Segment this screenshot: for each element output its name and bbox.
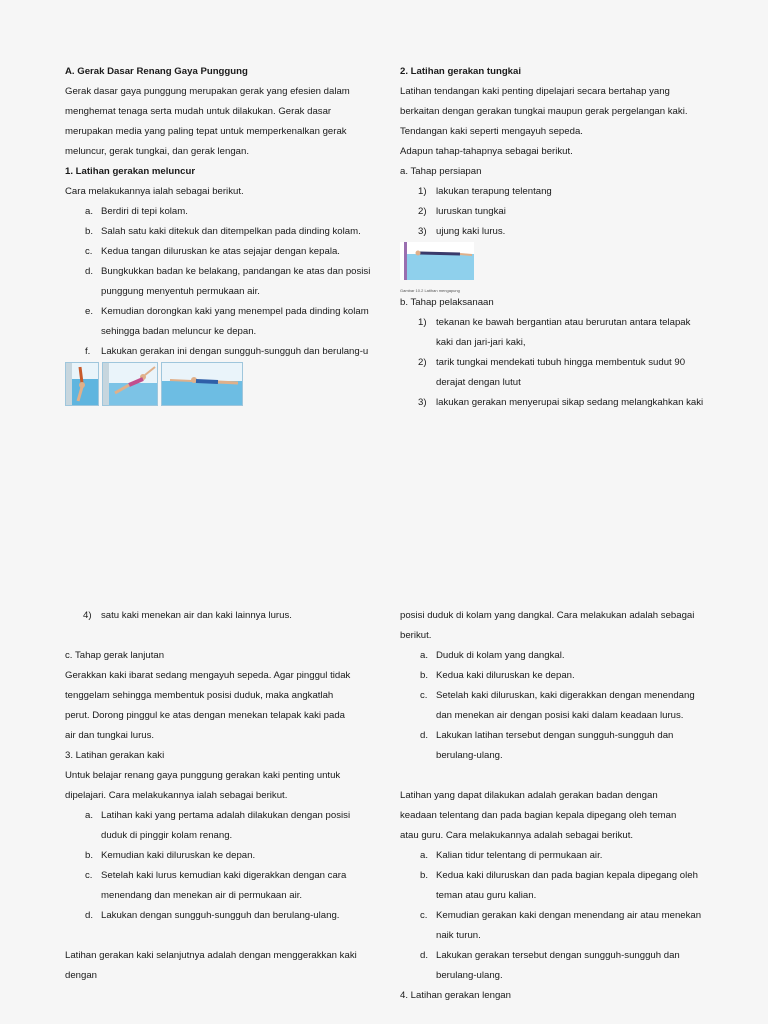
steps-intro: Cara melakukannya ialah sebagai berikut. — [65, 186, 244, 197]
subheading-latihan-tungkai: 2. Latihan gerakan tungkai — [400, 66, 522, 77]
intro-line: Latihan tendangan kaki penting dipelajari secara bertahap yang — [400, 86, 670, 97]
stage-label-lanjutan: c. Tahap gerak lanjutan — [65, 650, 165, 661]
list-item: b. Kedua kaki diluruskan ke depan. — [420, 670, 575, 681]
column-left-bottom — [65, 606, 373, 986]
list-item: a. Berdiri di tepi kolam. — [85, 206, 188, 217]
intro-line: meluncur, gerak tungkai, dan gerak lengan. — [65, 146, 250, 157]
floating-swimmer-image — [400, 242, 474, 280]
list-item: c. Kemudian gerakan kaki dengan menendang air atau menekan naik turun. — [420, 910, 702, 941]
paragraph-line: dipelajari. Cara melakukannya ialah sebagai berikut. — [65, 790, 288, 801]
list-item: d. Bungkukkan badan ke belakang, pandangan ke atas dan posisi punggung menyentuh permukaan air. — [85, 266, 371, 297]
list-item: 1) lakukan terapung telentang — [418, 186, 552, 197]
paragraph-line: Gerakkan kaki ibarat sedang mengayuh sepeda. Agar pinggul tidak — [65, 670, 351, 681]
list-item: e. Kemudian dorongkan kaki yang menempel pada dinding kolam sehingga badan meluncur ke depan. — [85, 306, 369, 337]
subheading-latihan-kaki: 3. Latihan gerakan kaki — [65, 750, 165, 761]
paragraph-line: atau guru. Cara melakukannya adalah sebagai berikut. — [400, 830, 634, 841]
column-right-bottom — [400, 606, 710, 1006]
list-item: d. Lakukan gerakan tersebut dengan sungguh-sungguh dan berulang-ulang. — [420, 950, 680, 981]
list-item: 1) tekanan ke bawah bergantian atau berurutan antara telapak kaki dan jari-jari kaki, — [418, 317, 691, 348]
list-item: c. Setelah kaki lurus kemudian kaki digerakkan dengan cara menendang dan menekan air di permukaan air. — [85, 870, 347, 901]
list-item: d. Lakukan latihan tersebut dengan sungguh-sungguh dan berulang-ulang. — [420, 730, 674, 761]
list-item: b. Salah satu kaki ditekuk dan ditempelkan pada dinding kolam. — [85, 226, 361, 237]
list-item: a. Kalian tidur telentang di permukaan air. — [420, 850, 603, 861]
stage-label-persiapan: a. Tahap persiapan — [400, 166, 482, 177]
list-item: 3) ujung kaki lurus. — [418, 226, 506, 237]
figure-caption: Gambar 10.2 Latihan mengapung — [400, 288, 460, 293]
paragraph-line: dengan — [65, 970, 98, 981]
intro-line: Adapun tahap-tahapnya sebagai berikut. — [400, 146, 573, 157]
paragraph-line: perut. Dorong pinggul ke atas dengan menekan telapak kaki pada — [65, 710, 346, 721]
list-item: d. Lakukan dengan sungguh-sungguh dan berulang-ulang. — [85, 910, 340, 921]
list-item: f. Lakukan gerakan ini dengan sungguh-sungguh dan berulang-u — [85, 346, 369, 357]
floating-figure — [400, 242, 474, 293]
subheading-latihan-meluncur: 1. Latihan gerakan meluncur — [65, 166, 196, 177]
paragraph-line: keadaan telentang dan pada bagian kepala dipegang oleh teman — [400, 810, 677, 821]
list-item: 4) satu kaki menekan air dan kaki lainnya lurus. — [83, 610, 292, 621]
list-item: 2) luruskan tungkai — [418, 206, 506, 217]
list-item: a. Duduk di kolam yang dangkal. — [420, 650, 565, 661]
intro-line: merupakan media yang paling tepat untuk memperkenalkan gerak — [65, 126, 347, 137]
swimmer-push-image — [102, 362, 158, 406]
swimmer-wall-image — [65, 362, 99, 406]
paragraph-line: air dan tungkai lurus. — [65, 730, 155, 741]
intro-line: Tendangan kaki seperti mengayuh sepeda. — [400, 126, 583, 137]
list-item: b. Kemudian kaki diluruskan ke depan. — [85, 850, 256, 861]
list-item: a. Latihan kaki yang pertama adalah dilakukan dengan posisi duduk di pinggir kolam renang. — [85, 810, 351, 841]
paragraph-line: berikut. — [400, 630, 432, 641]
list-item: b. Kedua kaki diluruskan dan pada bagian kepala dipegang oleh teman atau guru kalian. — [420, 870, 698, 901]
subheading-latihan-lengan: 4. Latihan gerakan lengan — [400, 990, 511, 1001]
section-heading-a: A. Gerak Dasar Renang Gaya Punggung — [65, 66, 248, 77]
list-item: 2) tarik tungkai mendekati tubuh hingga membentuk sudut 90 derajat dengan lutut — [418, 357, 686, 388]
swimmer-glide-image — [161, 362, 243, 406]
paragraph-line: Latihan yang dapat dilakukan adalah gerakan badan dengan — [400, 790, 658, 801]
list-item: c. Setelah kaki diluruskan, kaki digerakkan dengan menendang dan menekan air dengan posisi kaki dalam keadaan lurus. — [420, 690, 695, 721]
intro-line: menghemat tenaga serta mudah untuk dilakukan. Gerak dasar — [65, 106, 332, 117]
column-right-top — [400, 62, 710, 413]
intro-line: Gerak dasar gaya punggung merupakan gerak yang efesien dalam — [65, 86, 350, 97]
gliding-illustrations — [65, 362, 373, 406]
list-item: 3) lakukan gerakan menyerupai sikap sedang melangkahkan kaki — [418, 397, 704, 408]
stage-label-pelaksanaan: b. Tahap pelaksanaan — [400, 297, 494, 308]
paragraph-line: Latihan gerakan kaki selanjutnya adalah dengan menggerakkan kaki — [65, 950, 357, 961]
paragraph-line: tenggelam sehingga membentuk posisi duduk, maka angkatlah — [65, 690, 334, 701]
paragraph-line: posisi duduk di kolam yang dangkal. Cara melakukan adalah sebagai — [400, 610, 695, 621]
column-left-top — [65, 62, 373, 406]
list-item: c. Kedua tangan diluruskan ke atas sejajar dengan kepala. — [85, 246, 340, 257]
intro-line: berkaitan dengan gerakan tungkai maupun gerak pergelangan kaki. — [400, 106, 688, 117]
paragraph-line: Untuk belajar renang gaya punggung gerakan kaki penting untuk — [65, 770, 341, 781]
